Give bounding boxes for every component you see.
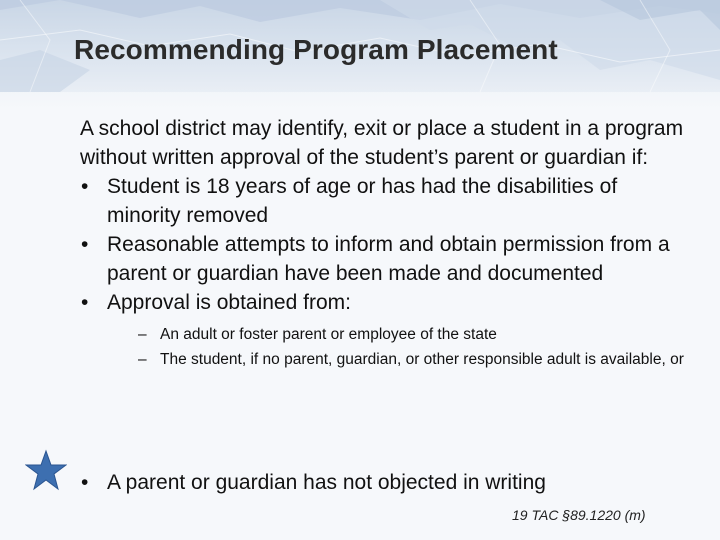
bullet-item — [80, 172, 690, 230]
slide-title: Recommending Program Placement — [74, 34, 558, 65]
sub-bullet-text: The student, if no parent, guardian, or other responsible adult is available, or — [160, 351, 684, 368]
sub-bullet-text: An adult or foster parent or employee of the state — [160, 326, 497, 343]
star-icon — [25, 449, 67, 491]
bullet-marker: • — [81, 233, 89, 256]
sub-bullet-list — [138, 325, 690, 370]
bullet-text: A parent or guardian has not objected in writing — [107, 471, 546, 494]
intro-text: A school district may identify, exit or place a student in a program without written approval of the student’s parent or guardian if: — [80, 117, 684, 169]
sub-bullet-item — [138, 325, 690, 345]
sub-bullet-marker: – — [138, 351, 147, 368]
bullet-marker: • — [81, 291, 89, 314]
sub-bullet-item — [138, 350, 690, 370]
bullet-marker: • — [81, 471, 89, 494]
bullet-list — [80, 172, 690, 317]
bullet-text: Reasonable attempts to inform and obtain permission from a parent or guardian have been made and documented — [107, 233, 670, 285]
bullet-marker: • — [81, 175, 89, 198]
bullet-item — [80, 230, 690, 288]
final-bullet-item — [80, 468, 546, 497]
bullet-text: Student is 18 years of age or has had the disabilities of minority removed — [107, 175, 618, 227]
sub-bullet-marker: – — [138, 326, 147, 343]
citation-text: 19 TAC §89.1220 (m) — [512, 507, 646, 523]
bullet-text: Approval is obtained from: — [107, 291, 351, 314]
slide-body — [80, 114, 690, 375]
bullet-item — [80, 288, 690, 317]
